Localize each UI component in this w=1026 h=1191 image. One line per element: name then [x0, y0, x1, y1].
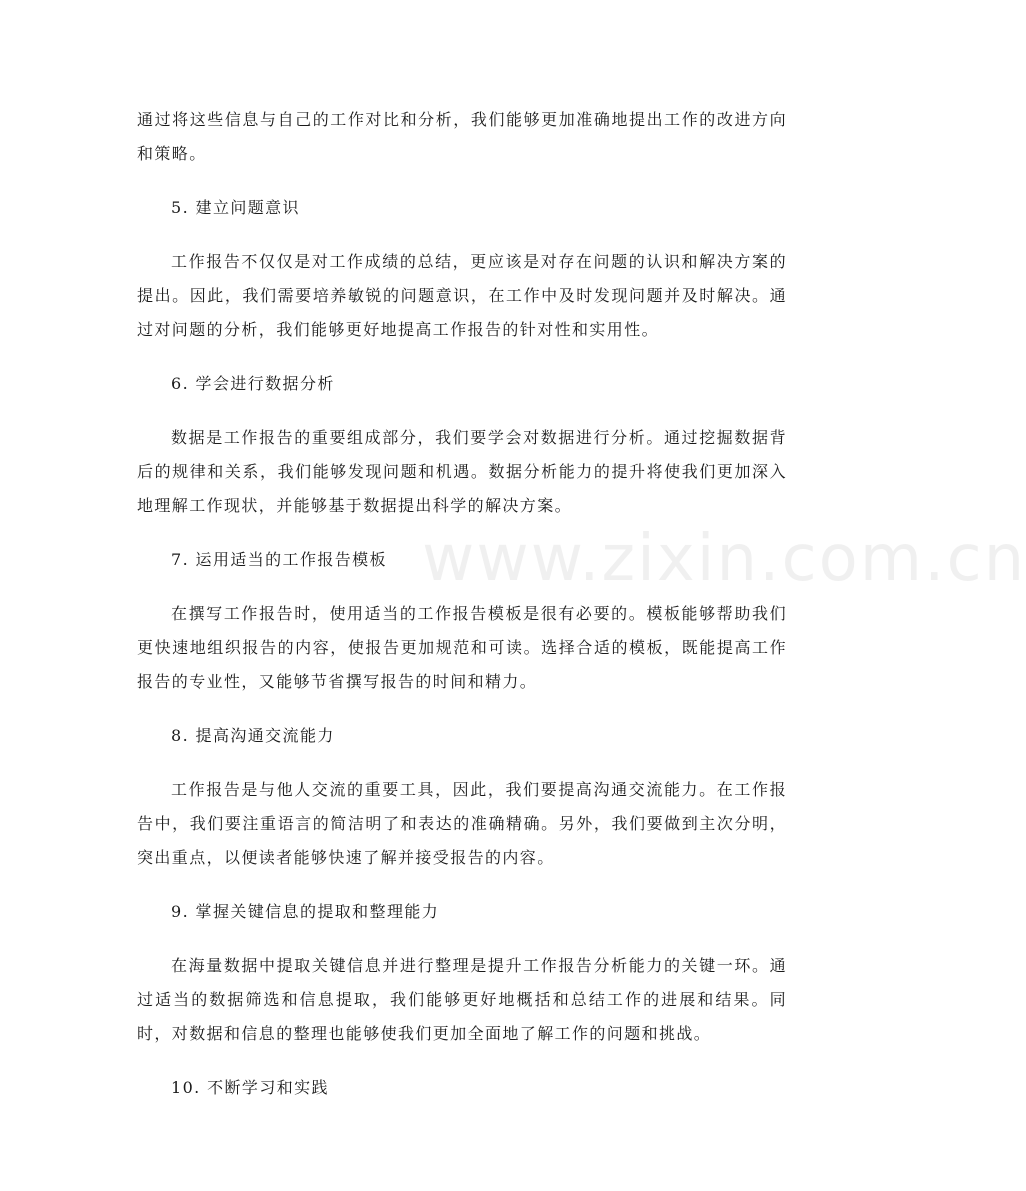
- section-paragraph-7: 在撰写工作报告时，使用适当的工作报告模板是很有必要的。模板能够帮助我们更快速地组织报告的内容，使报告更加规范和可读。选择合适的模板，既能提高工作报告的专业性，又能够节省撰写报告的时间和精力。: [137, 604, 787, 691]
- section-paragraph-6: 数据是工作报告的重要组成部分，我们要学会对数据进行分析。通过挖掘数据背后的规律和关系，我们能够发现问题和机遇。数据分析能力的提升将使我们更加深入地理解工作现状，并能够基于数据提出科学的解决方案。: [137, 428, 787, 515]
- section-heading-7: 7. 运用适当的工作报告模板: [171, 550, 387, 569]
- section-heading-5: 5. 建立问题意识: [171, 198, 300, 217]
- document-body: [137, 103, 787, 1105]
- section-heading-6: 6. 学会进行数据分析: [171, 374, 335, 393]
- paragraph-continued: 通过将这些信息与自己的工作对比和分析，我们能够更加准确地提出工作的改进方向和策略。: [137, 110, 787, 163]
- section-paragraph-9: 在海量数据中提取关键信息并进行整理是提升工作报告分析能力的关键一环。通过适当的数据筛选和信息提取，我们能够更好地概括和总结工作的进展和结果。同时，对数据和信息的整理也能够使我们更加全面地了解工作的问题和挑战。: [137, 956, 787, 1043]
- section-heading-8: 8. 提高沟通交流能力: [171, 726, 335, 745]
- section-paragraph-8: 工作报告是与他人交流的重要工具，因此，我们要提高沟通交流能力。在工作报告中，我们要注重语言的简洁明了和表达的准确精确。另外，我们要做到主次分明，突出重点，以便读者能够快速了解并接受报告的内容。: [137, 780, 787, 867]
- section-heading-9: 9. 掌握关键信息的提取和整理能力: [171, 902, 440, 921]
- section-paragraph-5: 工作报告不仅仅是对工作成绩的总结，更应该是对存在问题的认识和解决方案的提出。因此，我们需要培养敏锐的问题意识，在工作中及时发现问题并及时解决。通过对问题的分析，我们能够更好地提高工作报告的针对性和实用性。: [137, 252, 787, 339]
- section-heading-10: 10. 不断学习和实践: [171, 1078, 329, 1097]
- watermark: www.zixin.com.cn: [422, 522, 1026, 596]
